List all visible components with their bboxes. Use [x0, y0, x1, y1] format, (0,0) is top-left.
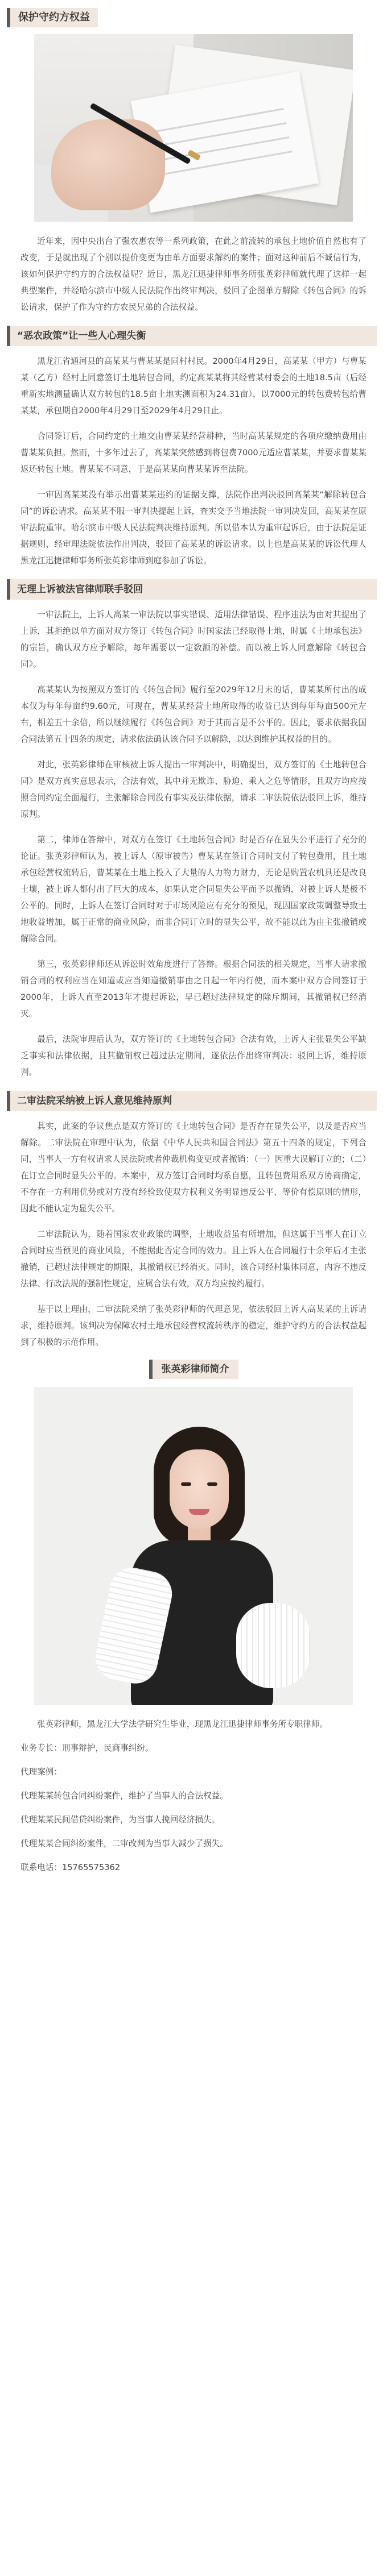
lawyer-portrait-photo: [34, 1387, 353, 1705]
lawyer-bio-line: 张英彩律师，黑龙江大学法学研究生毕业，现黑龙江迅捷律师事务所专职律师。: [37, 1719, 328, 1729]
section-3-paragraph: 基于以上理由，二审法院采纳了张英彩律师的代理意见，依法驳回上诉人高某某的上诉请求，维持原判。该判决为保障农村土地承包经营权流转秩序的稳定，维护守约方的合法权益起到了积极的示范作用。: [20, 1304, 367, 1347]
lawyer-bio-line: 业务专长：刑事辩护，民商事纠纷。: [20, 1743, 154, 1753]
lawyer-bio: [0, 1717, 387, 1876]
contract-signing-photo: [34, 34, 353, 222]
section-2-paragraph: 高某某认为按照双方签订的《转包合同》履行至2029年12月末的话，曹某某所付出的成本仅为每年每亩约9.60元，可现在，曹某某经营土地所取得的收益已达到每年每亩500元左右，相差五十余倍，所以继续履行《转包合同》对于其而言是不公平的。因此，要求依据我国合同法第五十四条的规定，请求依法确认该合同予以解除，以达到维护其权益的目的。: [20, 685, 367, 744]
intro-paragraph: 近年来，因中央出台了强农惠农等一系列政策，在此之前流转的承包土地价值自然也有了改变，于是就出现了个别以提价变更为由单方面要求解约的案件；面对这种前后不诚信行为，该如何保护守约方的合法权益呢？近日，黑龙江迅捷律师事务所张英彩律师就代理了这样一起典型案件，并经哈尔滨市中级人民法院作出终审判决，驳回了企图单方解除《转包合同》的诉讼请求，保护了作为守约方农民兄弟的合法权益。: [20, 236, 367, 312]
lawyer-profile-title: 张英彩律师简介: [153, 1360, 238, 1379]
lawyer-bio-line: 代理某某转包合同纠纷案件，维护了当事人的合法权益。: [20, 1791, 228, 1801]
article-header: [7, 8, 387, 27]
hand-holding-pen: [51, 119, 165, 210]
lawyer-bio-line: 代理某某合同纠纷案件，二审改判为当事人减少了损失。: [20, 1839, 228, 1848]
section-3-paragraph: 二审法院认为，随着国家农业政策的调整，土地收益虽有所增加，但这属于当事人在订立合同时应当预见的商业风险，不能据此否定合同的效力。且上诉人在合同履行十余年后才主张撤销，已超过法律规定的期限，其撤销权已经消灭。同时，该合同经村集体同意，内容不违反法律、行政法规的强制性规定，应属合法有效，双方均应按约履行。: [20, 1229, 367, 1289]
section-1-paragraph: 黑龙江省通河县的高某某与曹某某是同村村民。2000年4月29日，高某某（甲方）与曹某某（乙方）经村上同意签订土地转包合同，约定高某某将其经营某村委会的土地18.5亩（后经重新实地测量确认双方转包的18.5亩土地实测面积为24.31亩），以7000元的转包费转包给曹某某，承包期自2000年4月29日至2029年4月29日止。: [20, 356, 367, 416]
section-2-paragraph: 最后，法院审理后认为，双方签订的《土地转包合同》合法有效，上诉人主张显失公平缺乏事实和法律依据，且其撤销权已超过法定期间，遂依法作出终审判决：驳回上诉，维持原判。: [20, 1034, 367, 1077]
section-1-paragraph: 一审因高某某没有举示出曹某某违约的证据支撑，法院作出判决驳回高某某“解除转包合同”的诉讼请求。高某某不服一审判决提起上诉，查实交予当地法院一审判决发回，高某某在原审法院重审。哈尔滨市中级人民法院判决维持原判。所以借本认为重审起诉后，由于法院是证据规则，经审理法院依法作出判决，驳回了高某某的诉讼请求。以上也是高某某的诉讼代理人黑龙江迅捷律师事务所张英彩律师到庭参加了诉讼。: [20, 490, 367, 566]
section-1-title: “恶农政策”让一些人心理失衡: [10, 326, 377, 346]
section-2-title: 无理上诉被法官律师联手驳回: [10, 579, 377, 600]
section-1-paragraph: 合同签订后，合同约定的土地交由曹某某经营耕种，当时高某某规定的各项应缴纳费用由曹某某负担。然而，十多年过去了，高某某突然感到将包费7000元适应曹某某，并要求曹某某返还转包土地。曹某某不同意，于是高某某向曹某某诉至法院。: [20, 431, 367, 474]
lawyer-bio-line: 代理案例：: [20, 1767, 62, 1777]
section-3-title: 二审法院采纳被上诉人意见维持原判: [10, 1091, 377, 1111]
section-heading: [0, 326, 387, 346]
face: [170, 1449, 229, 1529]
section-2-paragraph: 一审法院上，上诉人高某一审法院以事实错误、适用法律错误、程序违法为由对其提出了上诉，其拒绝以单方面对双方签订《转包合同》时国家法已经取得土地，时属《土地承包法》的宗旨，确认双方应予解除，每年需要以一定数额的补偿。而以被上诉人同意解除《转包合同》。: [20, 610, 367, 669]
section-heading: [0, 1091, 387, 1111]
lawyer-bio-line: 代理某某民间借贷纠纷案件，为当事人挽回经济损失。: [20, 1815, 220, 1825]
lawyer-phone: 联系电话：15765575362: [20, 1863, 121, 1872]
section-2-paragraph: 对此，张英彩律师在审核被上诉人提出一审判决中，明确提出，双方签订的《土地转包合同》是双方真实意思表示，合法有效，其中并无欺诈、胁迫、乘人之危等情形，且双方均应按照合同约定全面履行，主张解除合同没有事实及法律依据，请求二审法院依法驳回上诉，维持原判。: [20, 760, 367, 819]
section-2-paragraph: 第三，张英彩律师还从诉讼时效角度进行了答辩。根据合同法的相关规定，当事人请求撤销合同的权利应当在知道或应当知道撤销事由之日起一年内行使，而本案中双方合同签订于2000年，上诉人直至2013年才提起诉讼，早已超过法律规定的除斥期间，其撤销权已经消灭。: [20, 959, 367, 1019]
lawyer-profile-header: [0, 1360, 387, 1379]
section-3-paragraph: 其实，此案的争议焦点是双方签订的《土地转包合同》是否存在显失公平，以及是否应当解除。二审法院在审理中认为，依据《中华人民共和国合同法》第五十四条的规定，下列合同，当事人一方有权请求人民法院或者仲裁机构变更或者撤销：（一）因重大误解订立的；（二）在订立合同时显失公平的。本案中，双方签订合同时均系自愿，且转包费用系双方协商确定，不存在一方利用优势或对方没有经验致使双方权利义务明显违反公平、等价有偿原则的情形，因此不能认定为显失公平。: [20, 1121, 367, 1214]
section-2-paragraph: 第二，律师在答辩中，对双方在签订《土地转包合同》时是否存在显失公平进行了充分的论证。张英彩律师认为，被上诉人（原审被告）曹某某在签订合同时支付了转包费用，且土地承包经营权流转后，曹某某在土地上投入了大量的人力物力财力，无论是购置农机具还是改良土壤，被上诉人都付出了巨大的成本，如果认定合同显失公平而予以撤销，对被上诉人是极不公平的。同时，上诉人在签订合同时对于市场风险应有充分的预见，现因国家政策调整导致土地收益增加，属于正常的商业风险，而非合同订立时的显失公平，故不能以此为由主张撤销或解除合同。: [20, 835, 367, 944]
section-heading: [0, 579, 387, 600]
article-title: 保护守约方权益: [10, 8, 98, 27]
